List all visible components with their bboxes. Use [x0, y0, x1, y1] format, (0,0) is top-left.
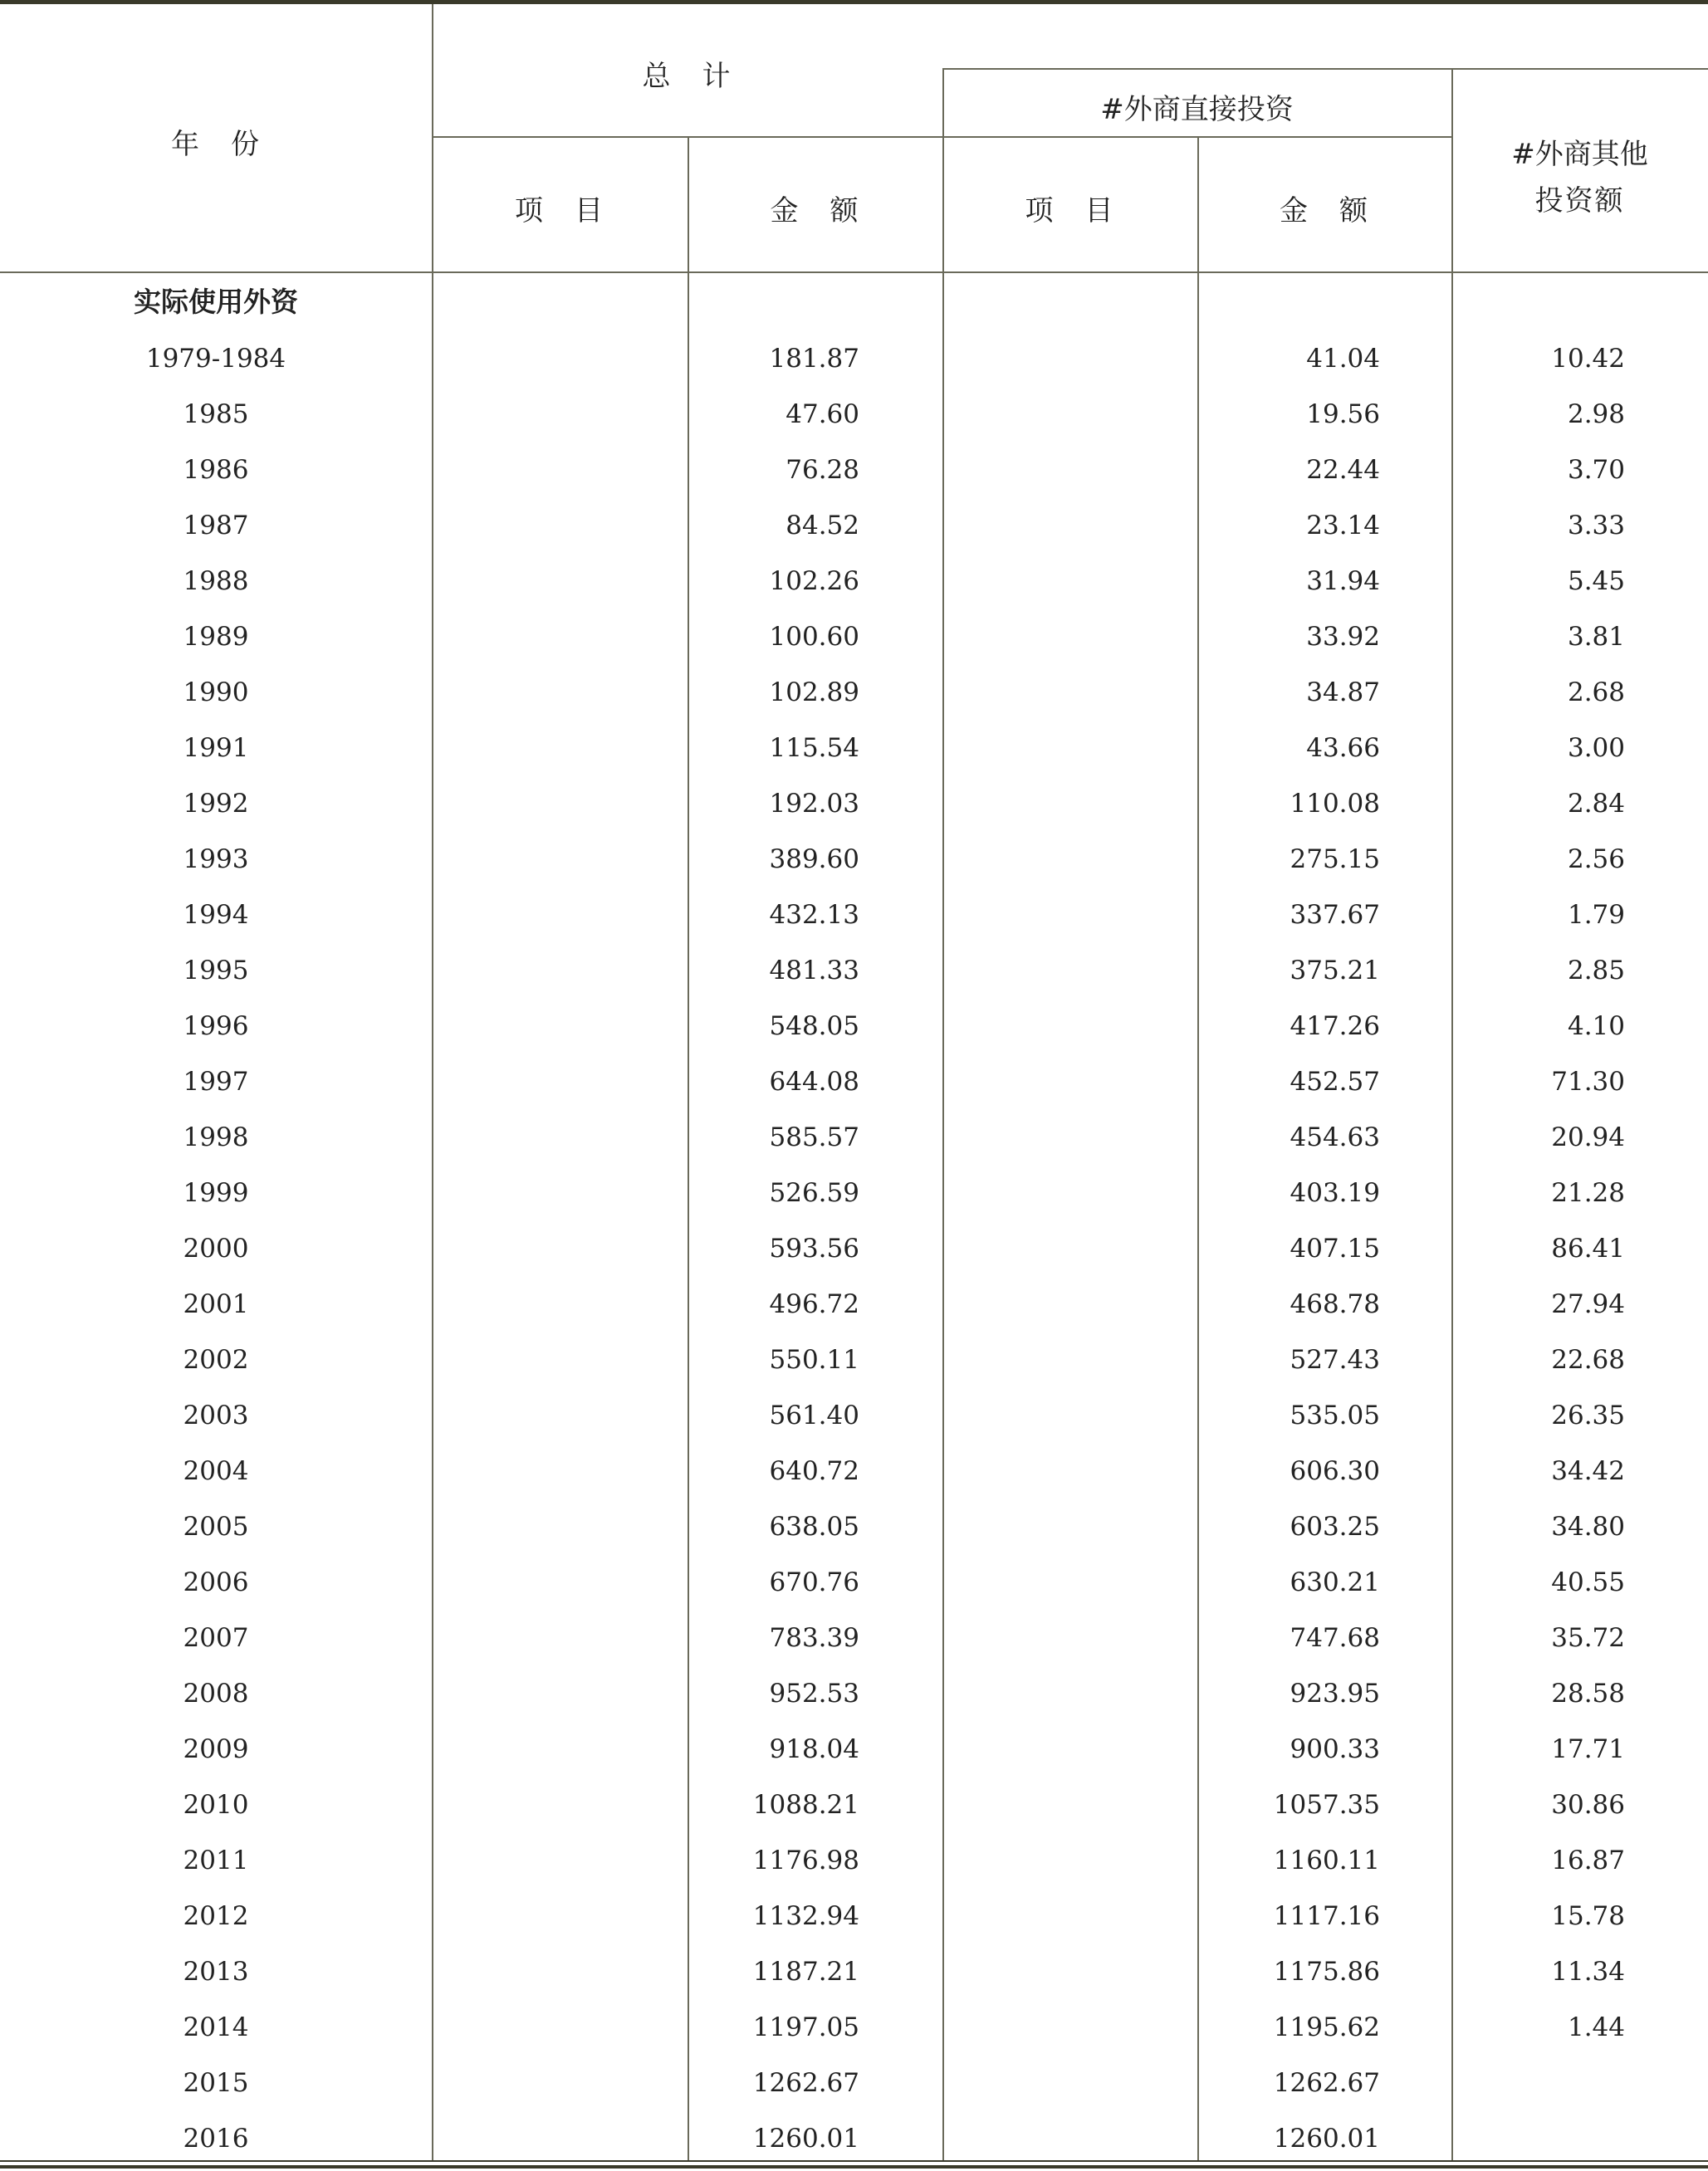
table-row: [0, 1723, 1708, 1778]
fdi-amount-cell: 337.67: [1290, 900, 1380, 930]
year-cell: 1985: [183, 399, 249, 429]
fdi-amount-cell: 630.21: [1290, 1567, 1380, 1597]
total-amount-cell: 1197.05: [752, 2012, 859, 2042]
header-other-line2: 投资额: [1534, 184, 1625, 218]
other-investment-cell: 21.28: [1551, 1178, 1625, 1208]
other-investment-cell: 1.44: [1567, 2012, 1625, 2042]
fdi-amount-cell: 454.63: [1290, 1122, 1380, 1152]
other-investment-cell: 11.34: [1551, 1957, 1625, 1987]
other-investment-cell: 3.81: [1567, 622, 1625, 652]
year-cell: 2011: [183, 1846, 249, 1875]
fdi-amount-cell: 43.66: [1306, 733, 1380, 763]
total-amount-cell: 918.04: [769, 1734, 859, 1764]
total-amount-cell: 585.57: [769, 1122, 859, 1152]
total-amount-cell: 550.11: [769, 1345, 859, 1375]
table-row: [0, 1166, 1708, 1222]
total-amount-cell: 670.76: [769, 1567, 859, 1597]
other-investment-cell: 71.30: [1551, 1067, 1625, 1097]
header-fdi-amount: 金 额: [1280, 194, 1369, 227]
fdi-amount-cell: 527.43: [1290, 1345, 1380, 1375]
fdi-amount-cell: 19.56: [1306, 399, 1380, 429]
fdi-amount-cell: 375.21: [1290, 956, 1380, 985]
other-investment-cell: 17.71: [1551, 1734, 1625, 1764]
year-cell: 1987: [183, 511, 249, 540]
other-investment-cell: 26.35: [1551, 1401, 1625, 1430]
total-amount-cell: 389.60: [769, 844, 859, 874]
other-investment-cell: 2.84: [1567, 789, 1625, 819]
total-amount-cell: 115.54: [769, 733, 859, 763]
fdi-amount-cell: 606.30: [1290, 1456, 1380, 1486]
fdi-amount-cell: 275.15: [1290, 844, 1380, 874]
total-amount-cell: 1176.98: [752, 1846, 859, 1875]
table-row: [0, 1055, 1708, 1111]
other-investment-cell: 15.78: [1551, 1901, 1625, 1931]
year-cell: 2012: [183, 1901, 249, 1931]
year-cell: 1991: [183, 733, 249, 763]
other-investment-cell: 27.94: [1551, 1289, 1625, 1319]
table-row: [0, 1500, 1708, 1556]
other-investment-cell: 4.10: [1567, 1011, 1625, 1041]
total-amount-cell: 640.72: [769, 1456, 859, 1486]
other-investment-cell: 5.45: [1567, 566, 1625, 596]
total-amount-cell: 192.03: [769, 789, 859, 819]
other-investment-cell: 20.94: [1551, 1122, 1625, 1152]
year-cell: 1999: [183, 1178, 249, 1208]
table-row: [0, 1278, 1708, 1333]
table-row: [0, 1945, 1708, 2001]
year-cell: 1990: [183, 677, 249, 707]
table-row: [0, 1111, 1708, 1166]
table-row: [0, 2001, 1708, 2056]
table-row: [0, 443, 1708, 499]
bottom-rule: [0, 2165, 1708, 2169]
table-row: [0, 1611, 1708, 1667]
fdi-header-top-line: [942, 68, 1708, 70]
table-row: [0, 944, 1708, 1000]
fdi-amount-cell: 1057.35: [1273, 1790, 1380, 1820]
total-amount-cell: 561.40: [769, 1401, 859, 1430]
other-investment-cell: 3.70: [1567, 455, 1625, 485]
other-investment-cell: 1.79: [1567, 900, 1625, 930]
year-cell: 2009: [183, 1734, 249, 1764]
other-investment-cell: 22.68: [1551, 1345, 1625, 1375]
table-row: [0, 2056, 1708, 2112]
year-cell: 2003: [183, 1401, 249, 1430]
fdi-amount-cell: 1260.01: [1273, 2124, 1380, 2154]
other-investment-cell: 2.56: [1567, 844, 1625, 874]
fdi-amount-cell: 1262.67: [1273, 2068, 1380, 2098]
fdi-amount-cell: 452.57: [1290, 1067, 1380, 1097]
year-cell: 2016: [183, 2124, 249, 2154]
year-cell: 1986: [183, 455, 249, 485]
fdi-amount-cell: 1195.62: [1273, 2012, 1380, 2042]
table-row: [0, 388, 1708, 443]
header-bottom-line: [0, 271, 1708, 273]
table-row: [0, 1222, 1708, 1278]
total-amount-cell: 481.33: [769, 956, 859, 985]
year-cell: 2013: [183, 1957, 249, 1987]
other-investment-cell: 34.80: [1551, 1512, 1625, 1542]
year-cell: 2002: [183, 1345, 249, 1375]
total-amount-cell: 644.08: [769, 1067, 859, 1097]
total-amount-cell: 1187.21: [752, 1957, 859, 1987]
total-amount-cell: 47.60: [785, 399, 859, 429]
fdi-amount-cell: 33.92: [1306, 622, 1380, 652]
year-cell: 2007: [183, 1623, 249, 1653]
total-amount-cell: 1262.67: [752, 2068, 859, 2098]
fdi-amount-cell: 403.19: [1290, 1178, 1380, 1208]
other-investment-cell: 2.68: [1567, 677, 1625, 707]
bottom-rule-thin: [0, 2160, 1708, 2162]
year-cell: 1979-1984: [145, 344, 286, 374]
total-amount-cell: 1132.94: [752, 1901, 859, 1931]
fdi-amount-cell: 41.04: [1306, 344, 1380, 374]
year-cell: 2001: [183, 1289, 249, 1319]
total-amount-cell: 952.53: [769, 1679, 859, 1709]
other-investment-cell: 30.86: [1551, 1790, 1625, 1820]
year-cell: 2015: [183, 2068, 249, 2098]
fdi-amount-cell: 1175.86: [1273, 1957, 1380, 1987]
fdi-amount-cell: 1160.11: [1273, 1846, 1380, 1875]
total-amount-cell: 102.89: [769, 677, 859, 707]
fdi-amount-cell: 1117.16: [1273, 1901, 1380, 1931]
header-total-item: 项 目: [515, 194, 604, 227]
other-investment-cell: 2.85: [1567, 956, 1625, 985]
fdi-amount-cell: 23.14: [1306, 511, 1380, 540]
total-amount-cell: 100.60: [769, 622, 859, 652]
subheader-line: [432, 136, 1451, 138]
year-cell: 1993: [183, 844, 249, 874]
total-amount-cell: 593.56: [769, 1234, 859, 1264]
table-row: [0, 1000, 1708, 1055]
table-row: [0, 721, 1708, 777]
other-investment-cell: 34.42: [1551, 1456, 1625, 1486]
header-total: 总 计: [642, 60, 732, 93]
total-amount-cell: 548.05: [769, 1011, 859, 1041]
year-cell: 2010: [183, 1790, 249, 1820]
table-row: [0, 499, 1708, 555]
table-row: [0, 1890, 1708, 1945]
table-row: [0, 1333, 1708, 1389]
year-cell: 1992: [183, 789, 249, 819]
other-investment-cell: 10.42: [1551, 344, 1625, 374]
table-row: [0, 1667, 1708, 1723]
other-investment-cell: 28.58: [1551, 1679, 1625, 1709]
top-rule: [0, 0, 1708, 4]
fdi-amount-cell: 603.25: [1290, 1512, 1380, 1542]
year-cell: 1996: [183, 1011, 249, 1041]
table-row: [0, 777, 1708, 833]
fdi-amount-cell: 900.33: [1290, 1734, 1380, 1764]
other-investment-cell: 3.00: [1567, 733, 1625, 763]
total-amount-cell: 783.39: [769, 1623, 859, 1653]
total-amount-cell: 76.28: [785, 455, 859, 485]
table-row: [0, 1445, 1708, 1500]
fdi-amount-cell: 535.05: [1290, 1401, 1380, 1430]
table-row: [0, 1834, 1708, 1890]
table-row: [0, 2112, 1708, 2168]
fdi-amount-cell: 31.94: [1306, 566, 1380, 596]
year-cell: 2006: [183, 1567, 249, 1597]
total-amount-cell: 496.72: [769, 1289, 859, 1319]
total-amount-cell: 1088.21: [752, 1790, 859, 1820]
total-amount-cell: 84.52: [785, 511, 859, 540]
header-fdi: #外商直接投资: [1100, 93, 1294, 126]
total-amount-cell: 181.87: [769, 344, 859, 374]
fdi-amount-cell: 110.08: [1290, 789, 1380, 819]
table-row: [0, 555, 1708, 610]
other-investment-cell: 16.87: [1551, 1846, 1625, 1875]
fdi-amount-cell: 34.87: [1306, 677, 1380, 707]
total-amount-cell: 432.13: [769, 900, 859, 930]
fdi-amount-cell: 22.44: [1306, 455, 1380, 485]
year-cell: 2008: [183, 1679, 249, 1709]
other-investment-cell: 3.33: [1567, 511, 1625, 540]
table-row: [0, 666, 1708, 721]
fdi-amount-cell: 747.68: [1290, 1623, 1380, 1653]
year-cell: 2000: [183, 1234, 249, 1264]
table-row: [0, 888, 1708, 944]
year-cell: 1989: [183, 622, 249, 652]
table-row: [0, 833, 1708, 888]
section-title: 实际使用外资: [134, 286, 298, 318]
table-row: [0, 1778, 1708, 1834]
total-amount-cell: 638.05: [769, 1512, 859, 1542]
fdi-amount-cell: 417.26: [1290, 1011, 1380, 1041]
other-investment-cell: 35.72: [1551, 1623, 1625, 1653]
year-cell: 1995: [183, 956, 249, 985]
year-cell: 1988: [183, 566, 249, 596]
total-amount-cell: 526.59: [769, 1178, 859, 1208]
fdi-amount-cell: 407.15: [1290, 1234, 1380, 1264]
total-amount-cell: 102.26: [769, 566, 859, 596]
header-other-line1: #外商其他: [1511, 138, 1648, 171]
other-investment-cell: 2.98: [1567, 399, 1625, 429]
header-total-amount: 金 额: [770, 194, 860, 227]
table-row: [0, 332, 1708, 388]
year-cell: 1994: [183, 900, 249, 930]
other-investment-cell: 86.41: [1551, 1234, 1625, 1264]
year-cell: 2005: [183, 1512, 249, 1542]
year-cell: 2004: [183, 1456, 249, 1486]
total-amount-cell: 1260.01: [752, 2124, 859, 2154]
table-row: [0, 1556, 1708, 1611]
year-cell: 2014: [183, 2012, 249, 2042]
year-cell: 1997: [183, 1067, 249, 1097]
other-investment-cell: 40.55: [1551, 1567, 1625, 1597]
year-cell: 1998: [183, 1122, 249, 1152]
header-year: 年 份: [171, 128, 261, 161]
header-fdi-item: 项 目: [1025, 194, 1115, 227]
fdi-amount-cell: 923.95: [1290, 1679, 1380, 1709]
table-row: [0, 1389, 1708, 1445]
table-row: [0, 610, 1708, 666]
fdi-amount-cell: 468.78: [1290, 1289, 1380, 1319]
